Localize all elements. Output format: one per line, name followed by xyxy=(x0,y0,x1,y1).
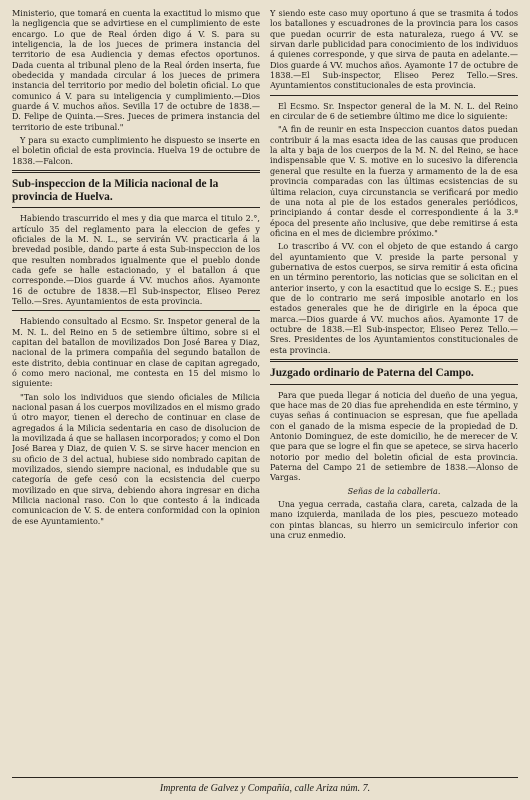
printer-imprint: Imprenta de Galvez y Compañía, calle Ariza núm. 7. xyxy=(12,777,518,794)
section-heading-juzgado: Juzgado ordinario de Paterna del Campo. xyxy=(270,367,474,379)
item-divider xyxy=(12,310,260,311)
section-divider xyxy=(12,170,260,173)
transcription-paragraph: Lo trascribo á VV. con el objeto de que estando á cargo del ayuntamiento que V. preside la parte personal y gubernativa de estos cuerpos, se sirva remitir á esta oficina en un término perentorio, las noticias que se solicitan en el anterior inserto, y con la esactitud que lo ecsige S. E.; pues que de lo contrario me será imposible anotarlo en los estados generales que he de dirigirle en la época que marca.—Dios guarde á VV. muchos años. Ayamonte 17 de octubre de 1838.—El Sub-inspector, Eliseo Perez Tello.—Sres. Presidentes de los Ayuntamientos constitucionales de esta provincia. xyxy=(270,241,518,355)
continued-circular-paragraph: Y siendo este caso muy oportuno á que se trasmita á todos los batallones y escuadrones de la provincia para los casos que puedan ocurrir de esta naturaleza, ruego á VV. se sirvan darle publicidad para conocimiento de los individuos á quienes corresponde, y que sirva de pauta en adelante.—Dios guarde á VV. muchos años. Ayamonte 17 de octubre de 1838.—El Sub-inspector, Eliseo Perez Tello.—Sres. Ayuntamientos constitucionales de esta provincia. xyxy=(270,8,518,91)
item-divider xyxy=(270,95,518,96)
heading-underline xyxy=(270,384,518,385)
consultation-paragraph: Habiendo consultado al Ecsmo. Sr. Inspetor general de la M. N. L. del Reino en 5 de setiembre último, sobre si el capitan del batallon de movilizados Don José Barea y Diaz, nacional de la primera compañia del segundo batallon de este distrito, debia continuar en clase de capitan agregado, ó como mero nacional, me contesta en 15 del mismo lo siguiente: xyxy=(12,316,260,389)
section-divider xyxy=(270,359,518,362)
left-column xyxy=(12,8,260,760)
inspector-circular-quote: "A fin de reunir en esta Inspeccion cuantos datos puedan contribuir á la mas esacta idea de las causas que producen la alta y baja de los cuerpos de la M. N. del Reino, se hace indispensable que V. S. motive en lo sucesivo la diferencia general que resulte en la fuerza y armamento de la de esa provincia comparadas con las últimas ecsistencias de su última relacion, cuya circunstancia se verificará por medio de una nota al pie de los estados generales periódicos, principiando á contar desde el correspondiente á la 3.ª época del presente año inclusive, que debe remitirse á esta oficina en el mes de diciembre próximo." xyxy=(270,124,518,238)
right-column xyxy=(270,8,518,760)
quoted-reply-paragraph: "Tan solo los individuos que siendo oficiales de Milicia nacional pasan á los cuerpos movilizados en el mismo grado ú otro mayor, tienen el derecho de continuar en clase de agregados á la Milicia sedentaria en caso de disolucion de la movilizada á que se hallasen incorporados; y como el Don José Barea y Diaz, de quien V. S. se sirve hacer mencion en su oficio de 3 del actual, hubiese sido nombrado capitan de movilizados, siendo siempre nacional, es indudable que su categoría de gefe cesó con la ecsistencia del cuerpo movilizado en que sirva, debiendo ahora ingresar en dicha Milicia nacional raso. Con lo que contesto á la indicada comunicacion de V. S. de entera conformidad con la opinion de ese Ayuntamiento." xyxy=(12,391,260,526)
publication-order-paragraph: Y para su exacto cumplimiento he dispuesto se inserte en el boletin oficial de esta provincia. Huelva 19 de octubre de 1838.—Falcon. xyxy=(12,135,260,166)
text-columns xyxy=(12,8,518,760)
signs-title: Señas de la caballeria. xyxy=(347,485,441,496)
mare-notice-paragraph: Para que pueda llegar á noticia del dueño de una yegua, que hace mas de 20 dias fue aprehendida en este término, y cuyas señas á continuacion se espresan, que fue apellada con el ganado de la misma especie de la propiedad de D. Antonio Dominguez, de este domicilio, he de merecer de V. que para que se logre el fin que se apetece, se sirva hacerlo notorio por medio del boletin oficial de esta provincia. Paterna del Campo 21 de setiembre de 1838.—Alonso de Vargas. xyxy=(270,389,518,483)
inspector-circular-intro: El Ecsmo. Sr. Inspector general de la M. N. L. del Reino en circular de 6 de setiembre último me dice lo siguiente: xyxy=(270,100,518,122)
signs-description: Una yegua cerrada, castaña clara, careta, calzada de la mano izquierda, manilada de los pies, pescuezo moteado con pintas blancas, su hierro un semicirculo inferior con una cruz enmedio. xyxy=(270,498,518,540)
continued-order-paragraph: Ministerio, que tomará en cuenta la exactitud lo mismo que la negligencia que se advirtiese en el cumplimiento de este encargo. Lo que de Real órden digo á V. S. para su inteligencia, la de los jueces de primera instancia del territorio de esa Audiencia y demas efectos oportunos. Dada cuenta al tribunal pleno de la Real órden inserta, fue obedecida y mandada circular á los jueces de primera instancia del territorio por medio del boletin oficial. Lo que comunico á V. para su inteligencia y cumplimiento.—Dios guarde á V. muchos años. Sevilla 17 de octubre de 1838.—D. Felipe de Quinta.—Sres. Jueces de primera instancia del territorio de este tribunal." xyxy=(12,8,260,132)
heading-underline xyxy=(12,207,260,208)
election-notice-paragraph: Habiendo trascurrido el mes y dia que marca el titulo 2.°, artículo 35 del reglamento para la eleccion de gefes y oficiales de la M. N. L., se servirán VV. practicarla á la brevedad posible, dando parte á esta Sub-inspeccion de los que resulten nombrados igualmente que el pueblo donde cada gefe se halle estacionado, y el batallon á que corresponde.—Dios guarde á VV. muchos años. Ayamonte 16 de octubre de 1838.—El Sub-inspector, Eliseo Perez Tello.—Sres. Ayuntamientos de esta provincia. xyxy=(12,213,260,306)
section-heading-milicia: Sub-inspeccion de la Milicia nacional de la provincia de Huelva. xyxy=(12,178,219,203)
